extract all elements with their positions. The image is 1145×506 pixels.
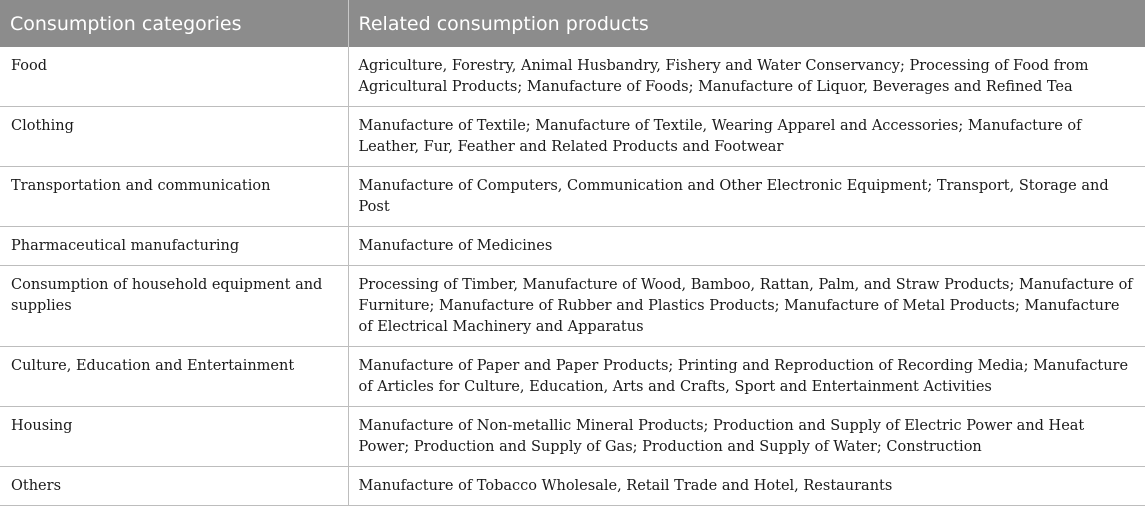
table-row: [0, 227, 1145, 266]
table-row: [0, 167, 1145, 227]
table-row: [0, 407, 1145, 467]
products-cell: Manufacture of Computers, Communication and Other Electronic Equipment; Transport, Storage and Post: [348, 167, 1145, 227]
products-cell: Manufacture of Textile; Manufacture of Textile, Wearing Apparel and Accessories; Manufacture of Leather, Fur, Feather and Related Products and Footwear: [348, 107, 1145, 167]
products-cell: Manufacture of Non-metallic Mineral Products; Production and Supply of Electric Power and Heat Power; Production and Supply of Gas; Production and Supply of Water; Construction: [348, 407, 1145, 467]
category-cell: Culture, Education and Entertainment: [0, 347, 348, 407]
category-cell: Consumption of household equipment and supplies: [0, 266, 348, 347]
category-cell: Transportation and communication: [0, 167, 348, 227]
column-header-products: Related consumption products: [348, 0, 1145, 47]
category-cell: Others: [0, 467, 348, 506]
table-row: [0, 47, 1145, 107]
column-header-categories: Consumption categories: [0, 0, 348, 47]
category-cell: Clothing: [0, 107, 348, 167]
table-header-row: [0, 0, 1145, 47]
products-cell: Manufacture of Medicines: [348, 227, 1145, 266]
category-cell: Pharmaceutical manufacturing: [0, 227, 348, 266]
category-cell: Housing: [0, 407, 348, 467]
table-row: [0, 347, 1145, 407]
table-row: [0, 467, 1145, 506]
products-cell: Processing of Timber, Manufacture of Wood, Bamboo, Rattan, Palm, and Straw Products; Manufacture of Furniture; Manufacture of Rubber and Plastics Products; Manufacture of Metal Products; Manufacture of Electrical Machinery and Apparatus: [348, 266, 1145, 347]
products-cell: Agriculture, Forestry, Animal Husbandry, Fishery and Water Conservancy; Processing of Food from Agricultural Products; Manufacture of Foods; Manufacture of Liquor, Beverages and Refined Tea: [348, 47, 1145, 107]
products-cell: Manufacture of Paper and Paper Products; Printing and Reproduction of Recording Media; Manufacture of Articles for Culture, Education, Arts and Crafts, Sport and Entertainment Activities: [348, 347, 1145, 407]
table-row: [0, 107, 1145, 167]
category-cell: Food: [0, 47, 348, 107]
products-cell: Manufacture of Tobacco Wholesale, Retail Trade and Hotel, Restaurants: [348, 467, 1145, 506]
table-row: [0, 266, 1145, 347]
